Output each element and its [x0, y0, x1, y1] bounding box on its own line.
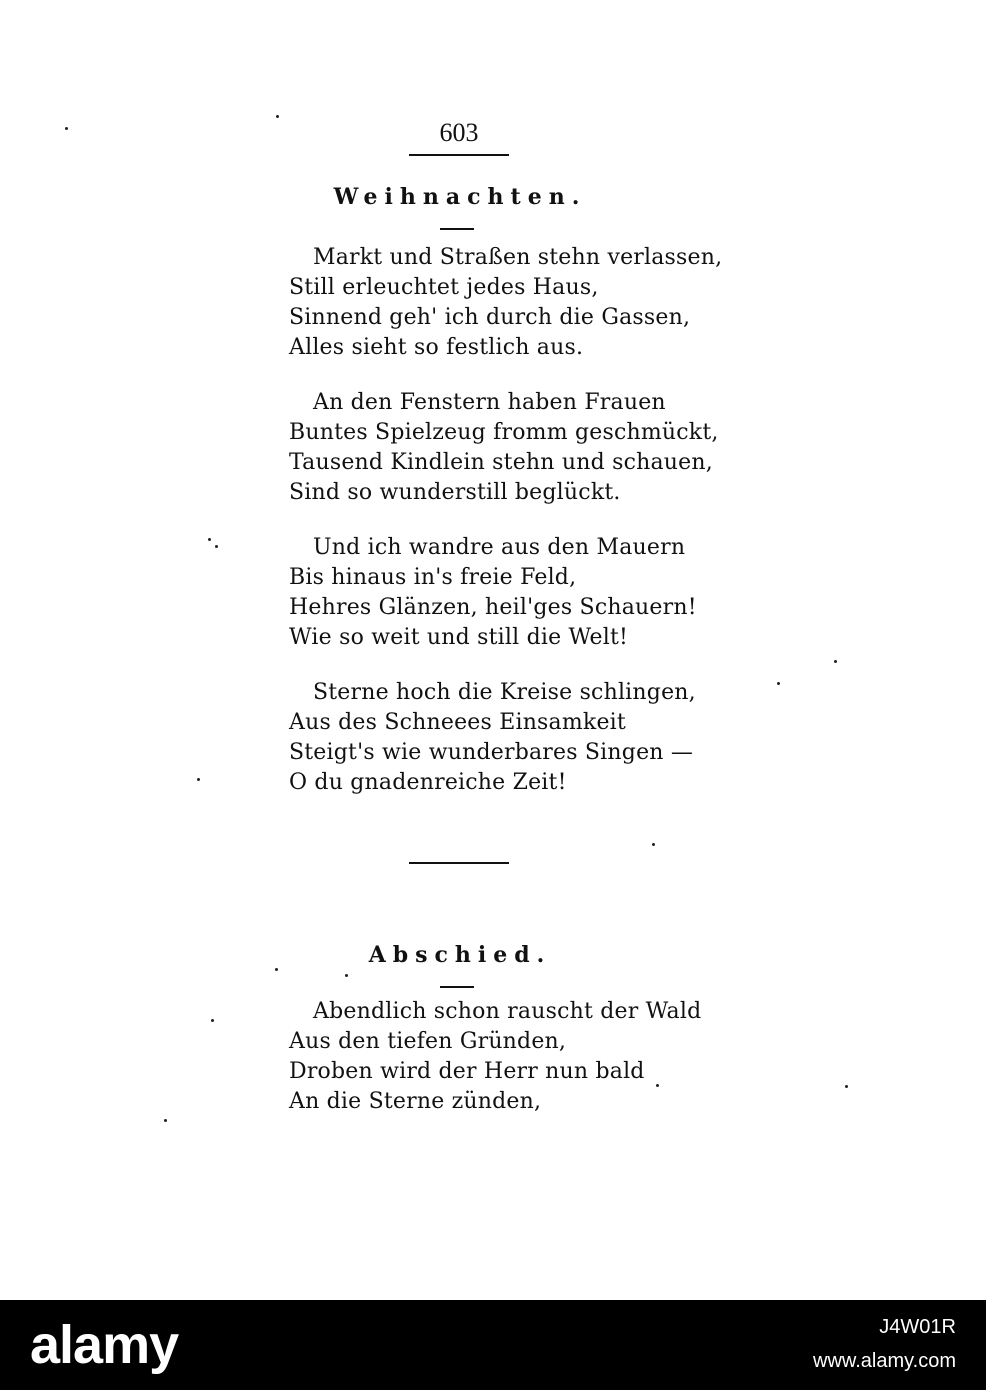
verse-line: An die Sterne zünden,: [289, 1089, 542, 1114]
verse-line: Alles sieht so festlich aus.: [289, 335, 584, 360]
verse-line: Abendlich schon rauscht der Wald: [313, 999, 702, 1024]
verse-line: Still erleuchtet jedes Haus,: [289, 275, 599, 300]
stanza-5: [289, 997, 702, 1117]
verse-line: An den Fenstern haben Frauen: [313, 390, 666, 415]
scan-speck: [276, 115, 279, 118]
stanza-2: [289, 388, 719, 508]
stanza-3: [289, 533, 697, 653]
scan-speck: [777, 682, 780, 685]
page-number-rule: [409, 154, 509, 156]
verse-line: Buntes Spielzeug fromm geschmückt,: [289, 420, 719, 445]
verse-line: Droben wird der Herr nun bald: [289, 1059, 645, 1084]
verse-line: Und ich wandre aus den Mauern: [313, 535, 686, 560]
watermark-bar: [0, 1300, 986, 1390]
verse-line: Tausend Kindlein stehn und schauen,: [289, 450, 713, 475]
stanza-4: [289, 678, 696, 798]
scan-speck: [652, 843, 655, 846]
verse-line: Aus den tiefen Gründen,: [289, 1029, 567, 1054]
verse-line: Bis hinaus in's freie Feld,: [289, 565, 577, 590]
poem-title-abschied: Abschied.: [368, 942, 552, 968]
title-rule: [440, 986, 474, 988]
brand-logo: alamy: [30, 1315, 179, 1375]
verse-line: O du gnadenreiche Zeit!: [289, 770, 567, 795]
verse-line: Sinnend geh' ich durch die Gassen,: [289, 305, 691, 330]
scan-speck: [215, 545, 218, 548]
scan-speck: [845, 1085, 848, 1088]
poem-title-weihnachten: Weihnachten.: [333, 184, 587, 210]
section-divider: [409, 862, 509, 864]
scan-speck: [656, 1084, 659, 1087]
verse-line: Sind so wunderstill beglückt.: [289, 480, 621, 505]
site-url: www.alamy.com: [813, 1350, 956, 1372]
verse-line: Markt und Straßen stehn verlassen,: [313, 245, 723, 270]
scan-speck: [345, 974, 348, 977]
verse-line: Hehres Glänzen, heil'ges Schauern!: [289, 595, 697, 620]
title-rule: [440, 228, 474, 230]
scan-speck: [208, 538, 211, 541]
scan-speck: [211, 1019, 214, 1022]
verse-line: Wie so weit und still die Welt!: [289, 625, 629, 650]
scan-speck: [275, 968, 278, 971]
image-id: J4W01R: [879, 1316, 956, 1338]
scan-speck: [834, 660, 837, 663]
verse-line: Sterne hoch die Kreise schlingen,: [313, 680, 696, 705]
scan-speck: [197, 778, 200, 781]
scan-speck: [164, 1119, 167, 1122]
stanza-1: [289, 243, 723, 363]
scan-speck: [65, 127, 68, 130]
page-number: 603: [439, 118, 479, 147]
verse-line: Steigt's wie wunderbares Singen —: [289, 740, 694, 765]
verse-line: Aus des Schneees Einsamkeit: [289, 710, 626, 735]
